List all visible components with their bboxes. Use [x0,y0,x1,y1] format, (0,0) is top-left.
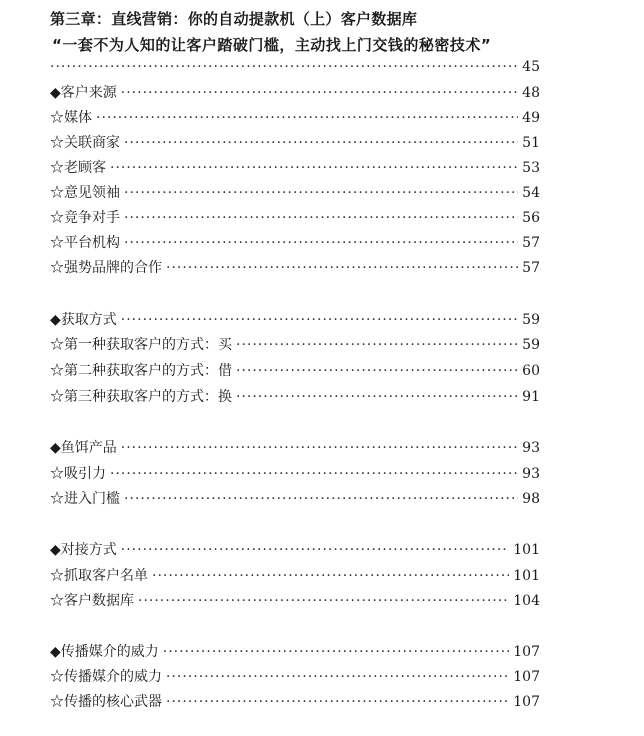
dot-leader [138,592,509,610]
dot-leader [121,84,518,102]
dot-leader [166,668,509,686]
toc-page-number: 91 [522,389,540,405]
toc-entry [50,465,540,483]
toc-page-number: 60 [522,363,540,379]
chapter-title: 第三章：直线营销：你的自动提款机（上）客户数据库 [50,10,418,28]
toc-entry-label: ☆第一种获取客户的方式：买 [50,337,232,353]
toc-page-number: 59 [522,337,540,353]
toc-page-number: 98 [522,491,540,507]
toc-entry [50,311,540,329]
dot-leader [152,567,509,585]
dot-leader [124,134,518,152]
toc-page-number: 53 [522,160,540,176]
toc-entry [50,184,540,202]
toc-entry [50,362,540,380]
toc-entry-label: ☆吸引力 [50,466,106,482]
toc-entry [50,439,540,457]
toc-entry-label: ☆平台机构 [50,235,120,251]
toc-entry-label: ☆老顾客 [50,160,106,176]
dot-leader [166,693,509,711]
dot-leader [96,109,518,127]
toc-entry [50,134,540,152]
toc-page-number: 107 [513,669,540,685]
dot-leader [110,159,518,177]
dot-leader [121,439,518,457]
toc-entry-label: ◆获取方式 [50,312,117,328]
dot-leader [236,336,518,354]
toc-page-number: 54 [522,185,540,201]
toc-page-number: 49 [522,110,540,126]
toc-page-number: 104 [513,593,540,609]
toc-entry-label: ☆媒体 [50,110,92,126]
toc-entry-label: ☆第三种获取客户的方式：换 [50,389,232,405]
chapter-subtitle: “一套不为人知的让客户踏破门槛，主动找上门交钱的秘密技术” [52,36,492,54]
toc-page-number: 48 [522,85,540,101]
dot-leader [236,388,518,406]
dot-leader [121,311,518,329]
toc-entry-label: ☆第二种获取客户的方式：借 [50,363,232,379]
toc-page-number: 51 [522,135,540,151]
toc-entry [50,109,540,127]
toc-page-number: 93 [522,466,540,482]
toc-entry [50,159,540,177]
toc-entry-label: ☆意见领袖 [50,185,120,201]
toc-entry [50,567,540,585]
toc-page-number: 57 [522,235,540,251]
toc-entry [50,643,540,661]
dot-leader [124,234,518,252]
toc-entry-label: ☆传播的核心武器 [50,694,162,710]
toc-page-number: 59 [522,312,540,328]
toc-page-number: 101 [513,568,540,584]
dot-leader [166,259,518,277]
toc-entry [50,234,540,252]
toc-entry-label: ☆关联商家 [50,135,120,151]
toc-entry-label: ◆传播媒介的威力 [50,644,159,660]
toc-entry [50,209,540,227]
dot-leader [110,465,518,483]
toc-entry [50,336,540,354]
toc-entry-label: ☆强势品牌的合作 [50,260,162,276]
toc-entry [50,259,540,277]
toc-entry-label: ☆客户数据库 [50,593,134,609]
toc-page-number: 93 [522,440,540,456]
toc-entry [50,490,540,508]
toc-page-number: 57 [522,260,540,276]
toc-entry-label: ☆竞争对手 [50,210,120,226]
chapter-page-line [50,58,540,76]
toc-entry-label: ◆对接方式 [50,542,117,558]
toc-entry [50,693,540,711]
dot-leader [121,541,509,559]
toc-entry [50,668,540,686]
toc-page-number: 101 [513,542,540,558]
toc-entry-label: ◆客户来源 [50,85,117,101]
toc-entry [50,592,540,610]
dot-leader [124,184,518,202]
toc-entry [50,541,540,559]
toc-entry-label: ☆传播媒介的威力 [50,669,162,685]
toc-entry-label: ◆鱼饵产品 [50,440,117,456]
toc-page-number: 107 [513,694,540,710]
dot-leader [50,58,518,76]
toc-page-number: 45 [522,59,540,75]
toc-entry [50,388,540,406]
dot-leader [236,362,518,380]
toc-entry-label: ☆进入门槛 [50,491,120,507]
dot-leader [124,490,518,508]
toc-page-number: 107 [513,644,540,660]
dot-leader [124,209,518,227]
dot-leader [163,643,509,661]
toc-entry-label: ☆抓取客户名单 [50,568,148,584]
toc-page-number: 56 [522,210,540,226]
toc-entry [50,84,540,102]
